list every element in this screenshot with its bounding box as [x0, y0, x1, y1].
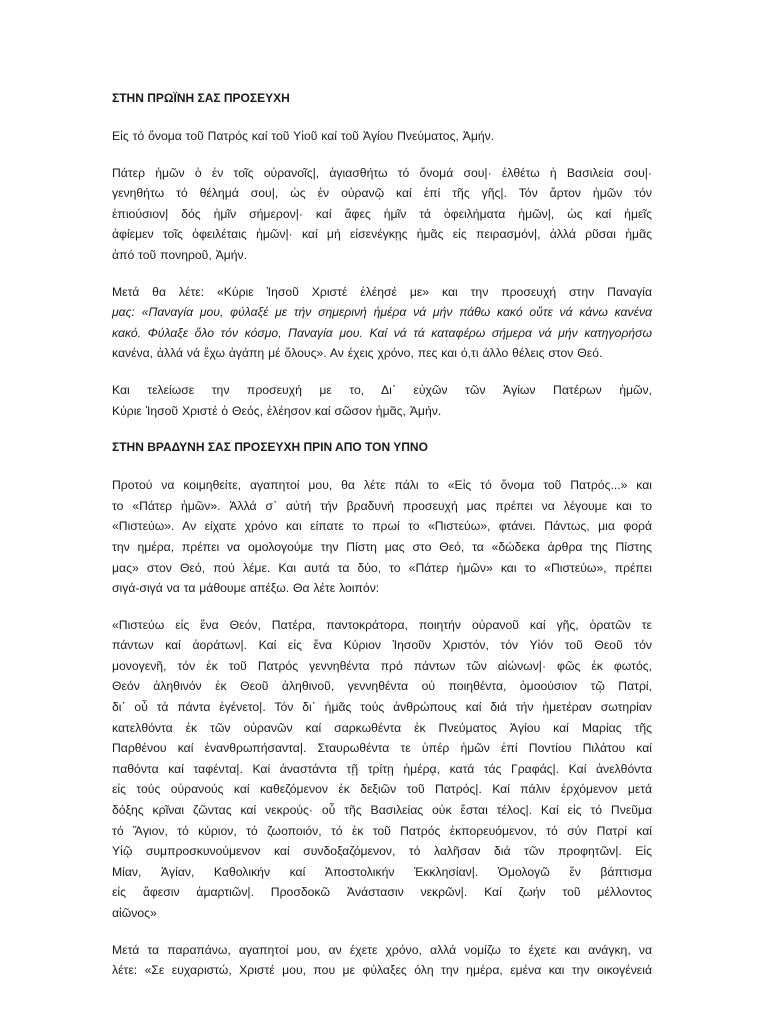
text-line: μας» στον Θεό, πού λέμε. Και αυτά τα δύο, το «Πάτερ ἡμῶν» και το «Πιστεύω», πρέπει — [112, 560, 652, 575]
text-line: κατελθόντα ἐκ τῶν οὐρανῶν καί σαρκωθέντα ἐκ Πνεύματος Ἁγίου καί Μαρίας τῆς — [112, 720, 652, 735]
text-line: μας: «Παναγία μου, φύλαξέ με τήν σημερινή ἡμέρα νά μήν πάθω κακό οὔτε νά κάνω κανένα — [112, 305, 652, 320]
text-line: δι᾽ οὗ τά πάντα ἐγένετο|. Τόν δι᾽ ἡμᾶς τούς ἀνθρώπους καί διά τήν ἡμετέραν σωτηρίαν — [112, 700, 652, 715]
creed-paragraph — [112, 615, 652, 924]
text-line: την ημέρα, πρέπει να ομολογούμε την Πίστη μας στο Θεό, τα «δώδεκα άρθρα της Πίστης — [112, 539, 652, 554]
closing-prayer-paragraph — [112, 380, 652, 421]
text-line: δόξης κρῖναι ζῶντας καί νεκρούς· οὗ τῆς Βασιλείας οὐκ ἔσται τέλος|. Καί εἰς τό Πνεῦμα — [112, 803, 652, 818]
text-line: τό Ἅγιον, τό κύριον, τό ζωοποιόν, τό ἐκ τοῦ Πατρός ἐκπορευόμενον, τό σύν Πατρί καί — [112, 823, 652, 838]
text-line: αἰῶνος» — [112, 906, 157, 920]
text-line: εἰς τούς οὐρανούς καί καθεζόμενον ἐκ δεξιῶν τοῦ Πατρός|. Καί πάλιν ἐρχόμενον μετά — [112, 782, 652, 797]
text-line: Εἰς τό ὄνομα τοῦ Πατρός καί τοῦ Υἱοῦ καί τοῦ Ἁγίου Πνεύματος, Ἀμήν. — [112, 129, 495, 143]
theotokos-prayer-paragraph — [112, 282, 652, 364]
text-line: το «Πάτερ ἡμῶν». Ἀλλά σ᾽ αὐτή τήν βραδυνή προσευχή μας πρέπει να λέγουμε και το — [112, 498, 652, 513]
thanksgiving-paragraph — [112, 940, 652, 981]
text-line: ἀφίεμεν τοῖς ὀφειλέταις ἡμῶν|· καί μή εἰσενέγκῃς ἡμᾶς εἰς πειρασμόν|, ἀλλά ρῦσαι ἡμᾶς — [112, 227, 652, 242]
text-line: Μετά θα λέτε: «Κύριε Ἰησοῦ Χριστέ ἐλέησέ με» και την προσευχή στην Παναγία — [112, 284, 652, 299]
text-line: μονογενῆ, τόν ἐκ τοῦ Πατρός γεννηθέντα πρό πάντων τῶν αἰώνων|· φῶς ἐκ φωτός, — [112, 658, 652, 673]
text-line: παθόντα καί ταφέντα|. Καί ἀναστάντα τῇ τρίτῃ ἡμέρᾳ, κατά τάς Γραφάς|. Καί ἀνελθόντα — [112, 761, 652, 776]
document-page — [112, 88, 652, 997]
text-line: «Πιστεύω». Αν είχατε χρόνο και είπατε το πρωί το «Πιστεύω», φτάνει. Πάντως, μια φορά — [112, 519, 652, 534]
text-line: Πάτερ ἡμῶν ὁ ἐν τοῖς οὐρανοῖς|, ἁγιασθήτω τό ὄνομά σου|· ἐλθέτω ἡ Βασιλεία σου|· — [112, 165, 652, 180]
text-line: Μίαν, Ἁγίαν, Καθολικήν καί Ἀποστολικήν Ἐκκλησίαν|. Ὁμολογῶ ἕν βάπτισμα — [112, 864, 652, 879]
text-line: σιγά-σιγά να τα μάθουμε απέξω. Θα λέτε λοιπόν: — [112, 581, 380, 596]
text-line: Προτού να κοιμηθείτε, αγαπητοί μου, θα λέτε πάλι το «Εἰς τό ὄνομα τοῦ Πατρός...» και — [112, 478, 652, 493]
evening-prayer-heading: ΣΤΗΝ ΒΡΑΔΥΝΗ ΣΑΣ ΠΡΟΣΕΥΧΗ ΠΡΙΝ ΑΠΟ ΤΟΝ ΥΠΝΟ — [112, 440, 428, 455]
sign-of-cross-paragraph — [112, 126, 652, 147]
morning-prayer-heading: ΣΤΗΝ ΠΡΩΪΝΗ ΣΑΣ ΠΡΟΣΕΥΧΗ — [112, 91, 290, 105]
text-line: Παρθένου καί ἐνανθρωπήσαντα|. Σταυρωθέντα τε ὑπέρ ἡμῶν ἐπί Ποντίου Πιλάτου καί — [112, 741, 652, 756]
text-line: κακό. Φύλαξε ὅλο τόν κόσμο, Παναγία μου. Καί νά τά καταφέρω σήμερα νά μήν κατηγορήσω — [112, 325, 652, 340]
text-line: λέτε: «Σε ευχαριστώ, Χριστέ μου, που με φύλαξες όλη την ημέρα, εμένα και την οικογένειά — [112, 963, 652, 978]
text-line: πάντων καί ἀοράτων|. Καί εἰς ἕνα Κύριον Ἰησοῦν Χριστόν, τόν Υἱόν τοῦ Θεοῦ τόν — [112, 638, 652, 653]
text-line: Και τελείωσε την προσευχή με το, Δι᾽ εὐχῶν τῶν Ἁγίων Πατέρων ἡμῶν, — [112, 382, 652, 397]
text-line: κανένα, ἀλλά νά ἔχω ἀγάπη μέ ὅλους». Αν έχεις χρόνο, πες και ό,τι άλλο θέλεις στον Θεό. — [112, 346, 603, 361]
text-line: Θεόν ἀληθινόν ἐκ Θεοῦ ἀληθινοῦ, γεννηθέντα οὐ ποιηθέντα, ὁμοούσιον τῷ Πατρί, — [112, 679, 652, 694]
text-line: εἰς ἄφεσιν ἁμαρτιῶν|. Προσδοκῶ Ἀνάστασιν νεκρῶν|. Καί ζωήν τοῦ μέλλοντος — [112, 885, 652, 900]
lords-prayer-paragraph — [112, 163, 652, 266]
text-line: Υἱῷ συμπροσκυνούμενον καί συνδοξαζόμενον, τό λαλῆσαν διά τῶν προφητῶν|. Εἰς — [112, 844, 652, 859]
text-line: γενηθήτω τό θέλημά σου|, ὡς ἐν οὐρανῷ καί ἐπί τῆς γῆς|. Τόν ἄρτον ἡμῶν τόν — [112, 186, 652, 201]
text-line: ἀπό τοῦ πονηροῦ, Ἀμήν. — [112, 247, 248, 262]
evening-intro-paragraph — [112, 475, 652, 599]
text-line: ἐπιούσιον| δός ἡμῖν σήμερον|· καί ἄφες ἡμῖν τά ὀφειλήματα ἡμῶν|, ὡς καί ἡμεῖς — [112, 206, 652, 221]
text-line: «Πιστεύω εἰς ἕνα Θεόν, Πατέρα, παντοκράτορα, ποιητήν οὐρανοῦ καί γῆς, ὁρατῶν τε — [112, 617, 652, 632]
text-line: Μετά τα παραπάνω, αγαπητοί μου, αν έχετε χρόνο, αλλά νομίζω το έχετε και ανάγκη, να — [112, 942, 652, 957]
text-line: Κύριε Ἰησοῦ Χριστέ ὁ Θεός, ἐλέησον καί σῶσον ἡμᾶς, Ἀμήν. — [112, 403, 442, 418]
